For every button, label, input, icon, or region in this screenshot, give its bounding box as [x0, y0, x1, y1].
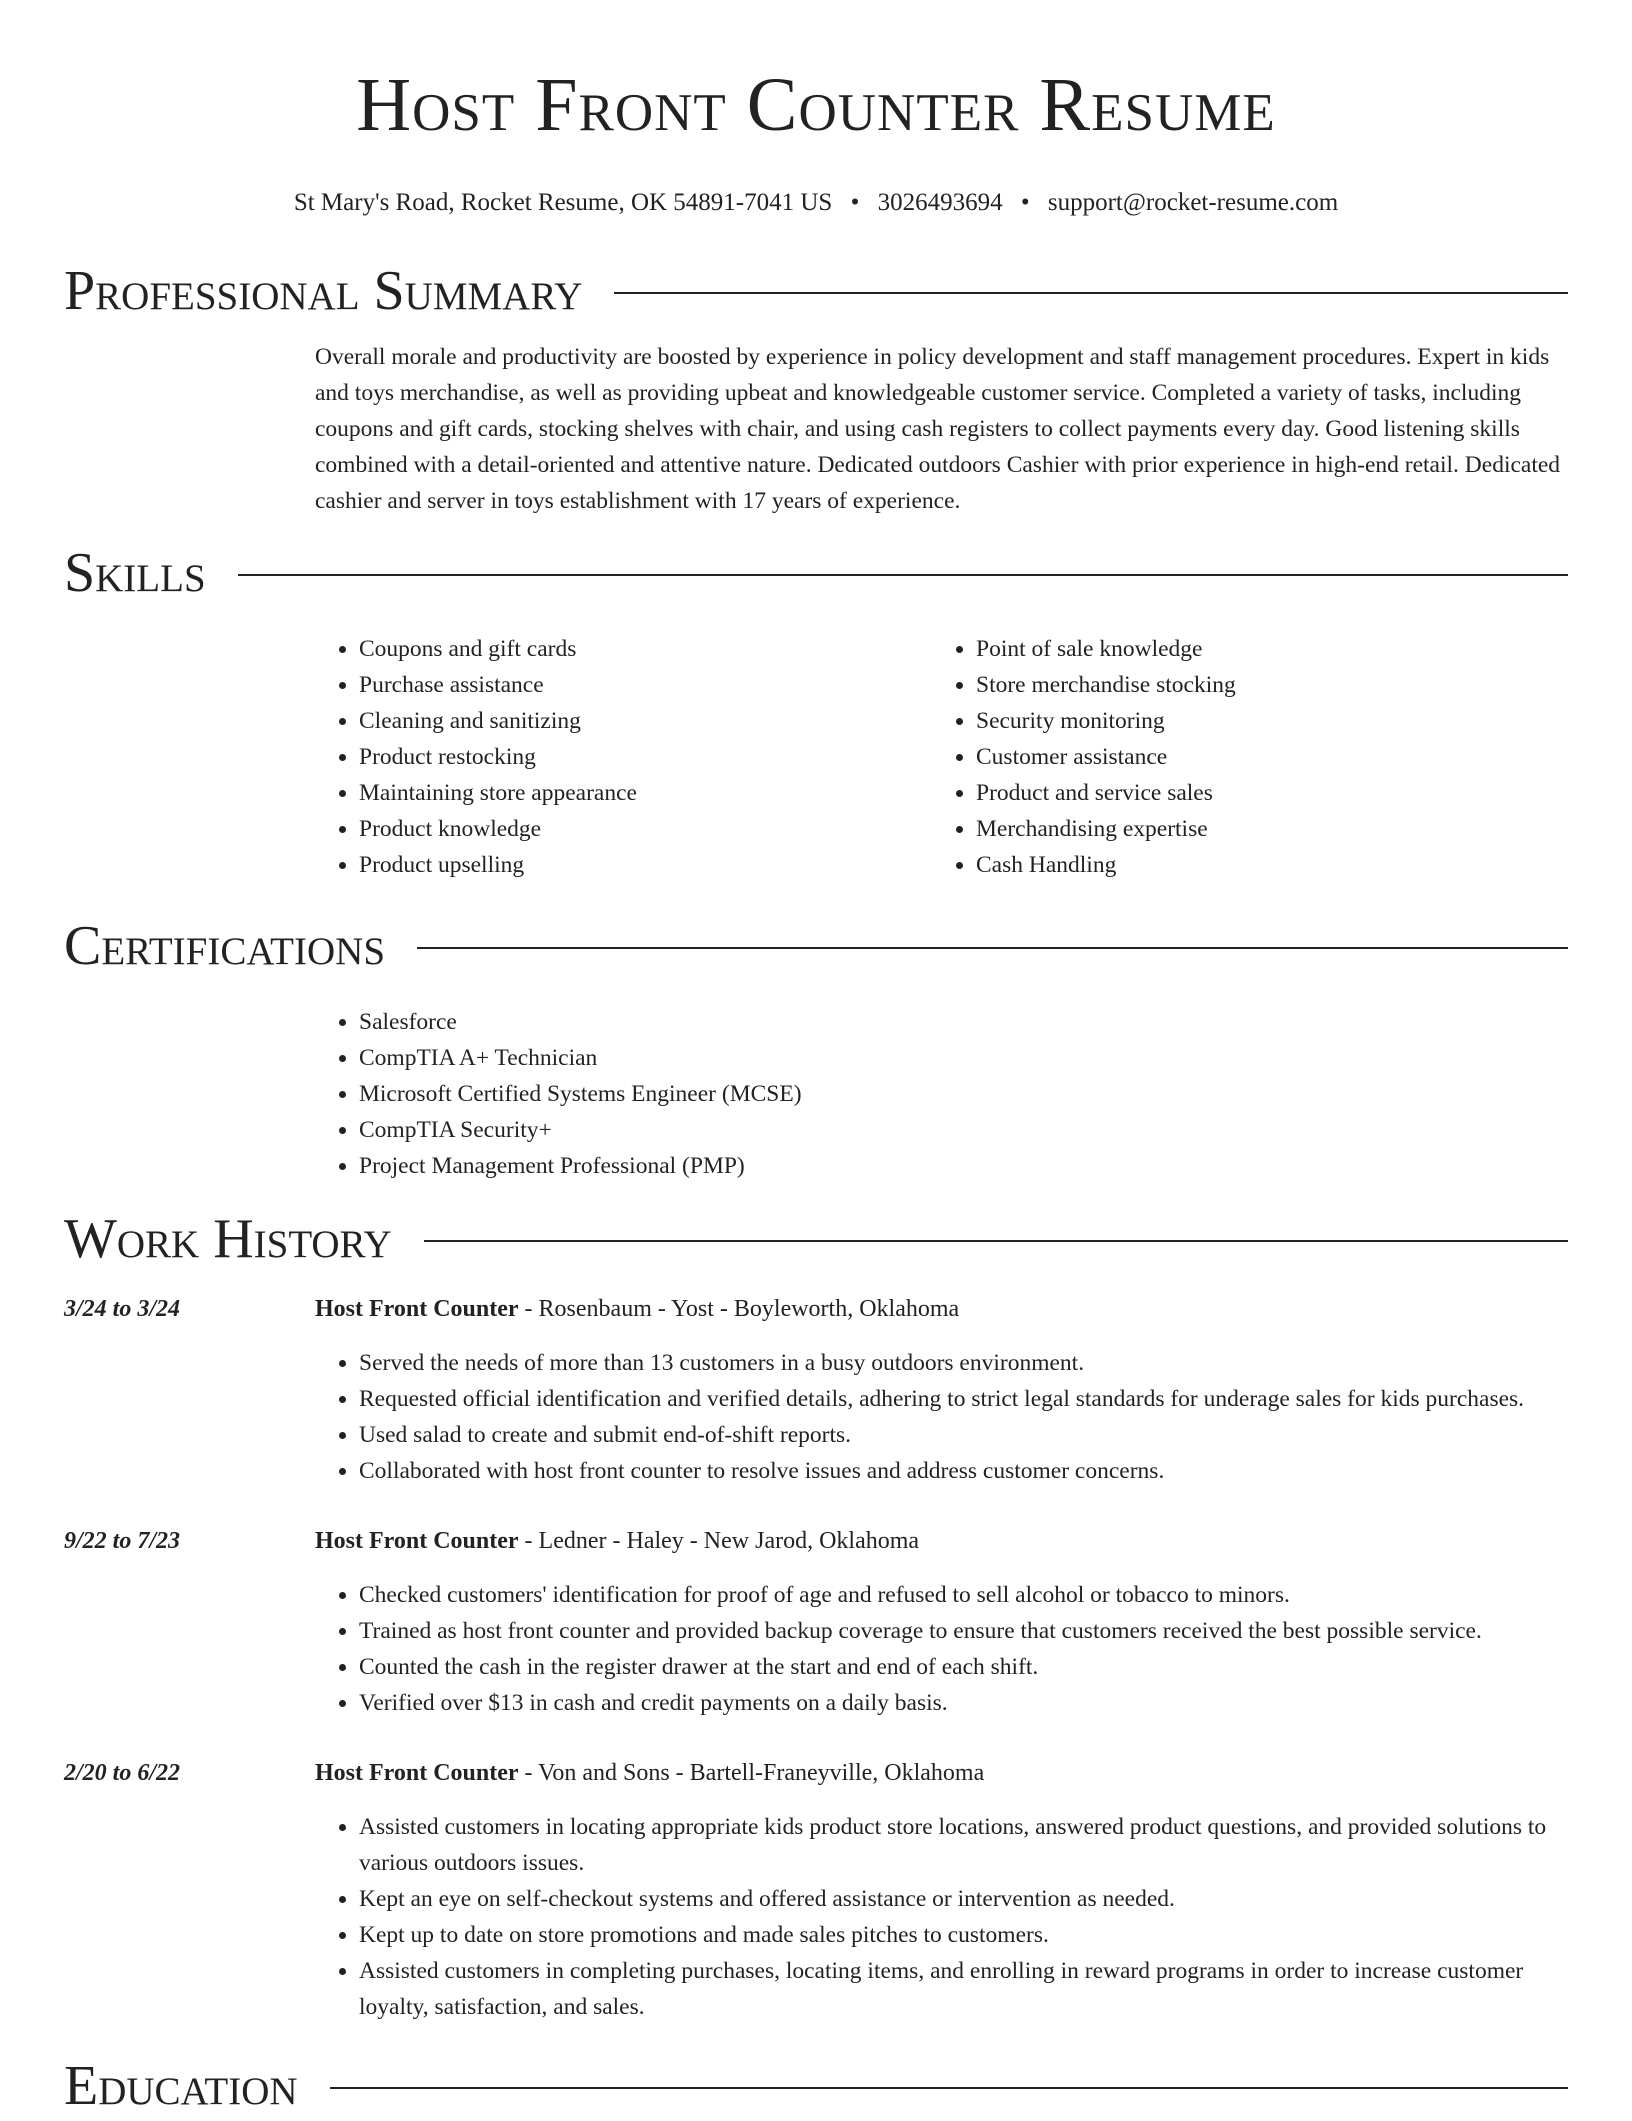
certification-item: • Project Management Professional (PMP)	[359, 1148, 1568, 1184]
certification-item: • CompTIA A+ Technician	[359, 1040, 1568, 1076]
job-title-line	[315, 1755, 984, 1791]
job-duty-item: • Assisted customers in completing purchases, locating items, and enrolling in reward programs in order to increase customer loyalty, satisfaction, and sales.	[359, 1953, 1568, 2025]
job-role: Host Front Counter	[315, 1760, 519, 1786]
skill-item: • Purchase assistance	[359, 667, 932, 703]
skills-column-right	[932, 631, 1549, 883]
section-title-certifications: Certifications	[64, 915, 386, 977]
job-title-line	[315, 1523, 919, 1559]
skill-item: • Product knowledge	[359, 811, 932, 847]
section-header	[64, 911, 1568, 981]
job-duties	[315, 1345, 1568, 1489]
certification-item: • Salesforce	[359, 1004, 1568, 1040]
job-duties-list	[315, 1577, 1568, 1721]
skill-item: • Customer assistance	[976, 739, 1549, 775]
resume-page	[64, 0, 1568, 2121]
job-duty-item: • Checked customers' identification for proof of age and refused to sell alcohol or tobacco to minors.	[359, 1577, 1568, 1613]
job-duty-item: • Kept up to date on store promotions and made sales pitches to customers.	[359, 1917, 1568, 1953]
section-header	[64, 2051, 1568, 2121]
skill-item: • Maintaining store appearance	[359, 775, 932, 811]
skills-column-left	[315, 631, 932, 883]
education-section	[64, 2051, 1568, 2121]
resume-title: Host Front Counter Resume	[356, 63, 1276, 147]
section-divider	[330, 2087, 1568, 2089]
section-header	[64, 538, 1568, 608]
contact-email: support@rocket-resume.com	[1047, 189, 1339, 216]
job-role: Host Front Counter	[315, 1528, 519, 1554]
section-title-skills: Skills	[64, 542, 206, 604]
contact-phone: 3026493694	[877, 189, 1003, 216]
job-entry	[64, 1523, 1568, 1721]
skill-item: • Store merchandise stocking	[976, 667, 1549, 703]
skill-item: • Security monitoring	[976, 703, 1549, 739]
professional-summary-section	[64, 256, 1568, 519]
job-employer: - Rosenbaum - Yost - Boyleworth, Oklahoma	[518, 1296, 960, 1322]
section-title-summary: Professional Summary	[64, 260, 583, 322]
section-divider	[417, 947, 1568, 949]
job-duty-item: • Assisted customers in locating appropriate kids product store locations, answered product questions, and provided solutions to various outdoors issues.	[359, 1809, 1568, 1881]
contact-line	[64, 188, 1568, 218]
job-duty-item: • Counted the cash in the register drawer at the start and end of each shift.	[359, 1649, 1568, 1685]
skills-section	[64, 538, 1568, 883]
job-entry	[64, 1291, 1568, 1489]
job-duty-item: • Used salad to create and submit end-of-shift reports.	[359, 1417, 1568, 1453]
job-duties-list	[315, 1345, 1568, 1489]
work-history-section	[64, 1204, 1568, 2025]
job-header	[64, 1523, 1568, 1559]
job-dates: 3/24 to 3/24	[64, 1296, 181, 1322]
skill-item: • Product upselling	[359, 847, 932, 883]
skill-item: • Point of sale knowledge	[976, 631, 1549, 667]
contact-address: St Mary's Road, Rocket Resume, OK 54891-7041 US	[293, 189, 833, 216]
skill-item: • Product restocking	[359, 739, 932, 775]
skill-item: • Cleaning and sanitizing	[359, 703, 932, 739]
contact-separator: •	[850, 189, 860, 216]
job-employer: - Ledner - Haley - New Jarod, Oklahoma	[518, 1528, 920, 1554]
job-duty-item: • Collaborated with host front counter to resolve issues and address customer concerns.	[359, 1453, 1568, 1489]
job-role: Host Front Counter	[315, 1296, 519, 1322]
certification-item: • Microsoft Certified Systems Engineer (MCSE)	[359, 1076, 1568, 1112]
job-duty-item: • Served the needs of more than 13 customers in a busy outdoors environment.	[359, 1345, 1568, 1381]
skill-item: • Merchandising expertise	[976, 811, 1549, 847]
job-duties-list	[315, 1809, 1568, 2025]
job-duty-item: • Trained as host front counter and provided backup coverage to ensure that customers received the best possible service.	[359, 1613, 1568, 1649]
section-divider	[614, 292, 1568, 294]
section-divider	[238, 574, 1568, 576]
skill-item: • Cash Handling	[976, 847, 1549, 883]
job-duties	[315, 1577, 1568, 1721]
job-title-line	[315, 1291, 959, 1327]
job-header	[64, 1291, 1568, 1327]
job-employer: - Von and Sons - Bartell-Franeyville, Oklahoma	[518, 1760, 985, 1786]
section-header	[64, 256, 1568, 326]
certifications-body	[315, 1004, 1568, 1184]
job-duty-item: • Requested official identification and verified details, adhering to strict legal standards for underage sales for kids purchases.	[359, 1381, 1568, 1417]
summary-text: Overall morale and productivity are boosted by experience in policy development and staff management procedures. Expert in kids and toys merchandise, as well as providing upbeat and knowledgeable customer service. Completed a variety of tasks, including coupons and gift cards, stocking shelves with chair, and using cash registers to collect payments every day. Good listening skills combined with a detail-oriented and attentive nature. Dedicated outdoors Cashier with prior experience in high-end retail. Dedicated cashier and server in toys establishment with 17 years of experience.	[315, 344, 1561, 514]
job-dates: 9/22 to 7/23	[64, 1528, 181, 1554]
job-header	[64, 1755, 1568, 1791]
certifications-list	[315, 1004, 1568, 1184]
job-duty-item: • Verified over $13 in cash and credit payments on a daily basis.	[359, 1685, 1568, 1721]
contact-separator: •	[1020, 189, 1030, 216]
section-title-work-history: Work History	[64, 1208, 392, 1270]
skill-item: • Coupons and gift cards	[359, 631, 932, 667]
section-title-education: Education	[64, 2055, 298, 2117]
job-dates: 2/20 to 6/22	[64, 1760, 181, 1786]
certification-item: • CompTIA Security+	[359, 1112, 1568, 1148]
skills-list-right	[932, 631, 1549, 883]
job-duties	[315, 1809, 1568, 2025]
skills-list-left	[315, 631, 932, 883]
section-header	[64, 1204, 1568, 1274]
section-divider	[424, 1240, 1568, 1242]
job-duty-item: • Kept an eye on self-checkout systems and offered assistance or intervention as needed.	[359, 1881, 1568, 1917]
skills-columns	[315, 631, 1568, 883]
job-entry	[64, 1755, 1568, 2025]
certifications-section	[64, 911, 1568, 1184]
summary-body	[315, 339, 1568, 519]
skill-item: • Product and service sales	[976, 775, 1549, 811]
